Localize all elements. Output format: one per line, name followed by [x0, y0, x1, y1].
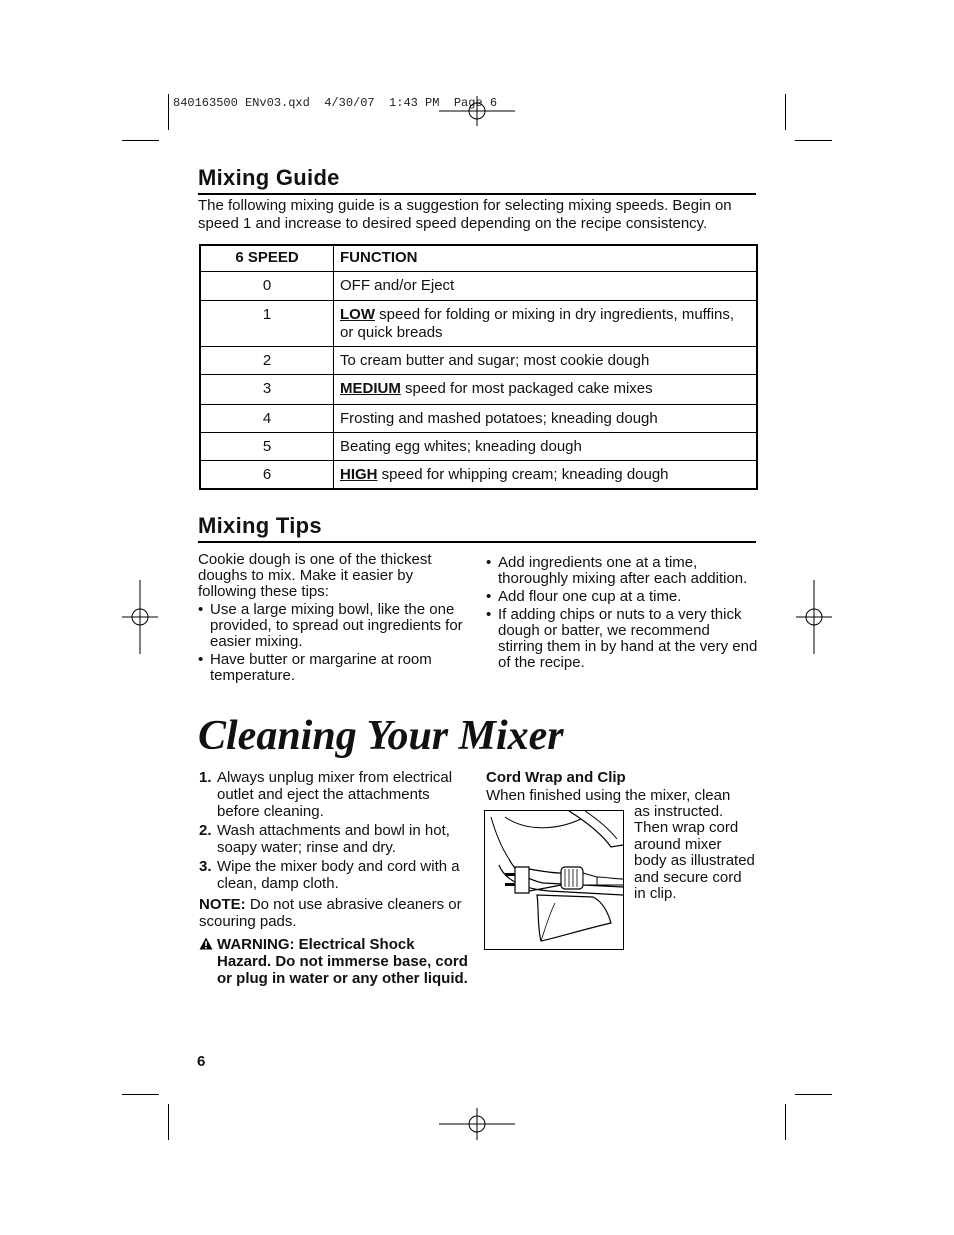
speed-cell: 5	[200, 433, 334, 461]
crop-mark	[795, 1094, 832, 1095]
registration-mark-icon	[439, 96, 515, 126]
steps-list	[199, 769, 471, 892]
tips-right-column	[486, 555, 758, 673]
function-cell	[334, 433, 758, 461]
tips-intro: Cookie dough is one of the thickest doughs to mix. Make it easier by following these tips:	[198, 551, 432, 600]
mixer-cord-icon	[485, 811, 623, 949]
step-number: 1.	[199, 769, 212, 786]
page-title-cleaning: Cleaning Your Mixer	[198, 713, 564, 759]
step-text: Wash attachments and bowl in hot, soapy water; rinse and dry.	[217, 822, 450, 856]
table-row	[200, 301, 757, 347]
function-text: speed for most packaged cake mixes	[400, 380, 653, 397]
function-text: speed for folding or mixing in dry ingredients, muffins, or quick breads	[340, 306, 735, 341]
table-row	[200, 347, 757, 375]
tips-list-left	[198, 602, 463, 684]
registration-mark-icon	[122, 580, 158, 654]
table-header-row	[200, 245, 757, 272]
tips-list-right	[486, 555, 758, 671]
list-item	[199, 822, 471, 856]
list-item	[199, 858, 471, 892]
crop-mark	[795, 140, 832, 141]
cord-wrap-text: as instructed. Then wrap cord around mixer body as illustrated and secure cord in clip.	[634, 803, 755, 903]
note-label: NOTE:	[199, 896, 246, 913]
note	[199, 896, 471, 930]
function-cell	[334, 301, 758, 347]
page-number: 6	[197, 1053, 206, 1070]
step-text: Wipe the mixer body and cord with a clean, damp cloth.	[217, 858, 460, 892]
speed-cell: 2	[200, 347, 334, 375]
warning-text: WARNING: Electrical Shock Hazard. Do not immerse base, cord or plug in water or any other liquid.	[217, 936, 468, 987]
table-row	[200, 272, 757, 301]
table-row	[200, 461, 757, 490]
list-item: • Use a large mixing bowl, like the one provided, to spread out ingredients for easier mixing.	[198, 602, 463, 650]
function-cell	[334, 272, 758, 301]
cord-wrap-heading: Cord Wrap and Clip	[486, 769, 626, 786]
crop-mark	[785, 1104, 786, 1140]
warning-block	[199, 936, 471, 987]
column-header-speed: 6 SPEED	[200, 245, 334, 272]
registration-mark-icon	[439, 1108, 515, 1140]
mixing-guide-intro: The following mixing guide is a suggestion for selecting mixing speeds. Begin on speed 1 and increase to desired speed depending on the recipe consistency.	[198, 197, 732, 232]
step-number: 3.	[199, 858, 212, 875]
crop-mark	[785, 94, 786, 130]
speed-keyword: LOW	[340, 306, 375, 323]
speed-cell: 0	[200, 272, 334, 301]
section-divider	[198, 541, 756, 543]
speed-cell: 3	[200, 375, 334, 405]
function-cell	[334, 461, 758, 490]
table-row	[200, 405, 757, 433]
section-title-mixing-guide: Mixing Guide	[198, 165, 340, 190]
speed-keyword: MEDIUM	[340, 380, 401, 397]
list-item: • If adding chips or nuts to a very thick dough or batter, we recommend stirring them in by hand at the very end of the recipe.	[486, 607, 758, 671]
list-item: • Add flour one cup at a time.	[486, 589, 758, 605]
crop-mark	[168, 94, 169, 130]
tips-left-column	[198, 552, 463, 686]
mixing-speed-table	[199, 244, 758, 490]
step-number: 2.	[199, 822, 212, 839]
column-header-function: FUNCTION	[334, 245, 758, 272]
speed-cell: 6	[200, 461, 334, 490]
list-item: • Have butter or margarine at room temperature.	[198, 652, 463, 684]
section-divider	[198, 193, 756, 195]
step-text: Always unplug mixer from electrical outlet and eject the attachments before cleaning.	[217, 769, 453, 820]
print-slug: 840163500 ENv03.qxd 4/30/07 1:43 PM Page 6	[173, 96, 498, 110]
function-text: Beating egg whites; kneading dough	[340, 438, 582, 455]
speed-cell: 4	[200, 405, 334, 433]
function-text: OFF and/or Eject	[340, 277, 455, 294]
speed-keyword: HIGH	[340, 466, 378, 483]
table-row	[200, 375, 757, 405]
cord-wrap-text-first-line: When finished using the mixer, clean	[486, 787, 731, 804]
crop-mark	[122, 1094, 159, 1095]
function-text: Frosting and mashed potatoes; kneading dough	[340, 410, 658, 427]
function-cell	[334, 347, 758, 375]
note-text: Do not use abrasive cleaners or scouring pads.	[199, 896, 462, 930]
function-text: To cream butter and sugar; most cookie dough	[340, 352, 650, 369]
crop-mark	[168, 1104, 169, 1140]
warning-triangle-icon	[199, 937, 213, 950]
cord-wrap-illustration	[484, 810, 624, 950]
section-title-mixing-tips: Mixing Tips	[198, 513, 322, 538]
crop-mark	[122, 140, 159, 141]
function-text: speed for whipping cream; kneading dough	[377, 466, 669, 483]
table-row	[200, 433, 757, 461]
cleaning-steps	[199, 769, 471, 987]
registration-mark-icon	[796, 580, 832, 654]
function-cell	[334, 405, 758, 433]
speed-cell: 1	[200, 301, 334, 347]
function-cell	[334, 375, 758, 405]
list-item	[199, 769, 471, 820]
list-item: • Add ingredients one at a time, thoroughly mixing after each addition.	[486, 555, 758, 587]
